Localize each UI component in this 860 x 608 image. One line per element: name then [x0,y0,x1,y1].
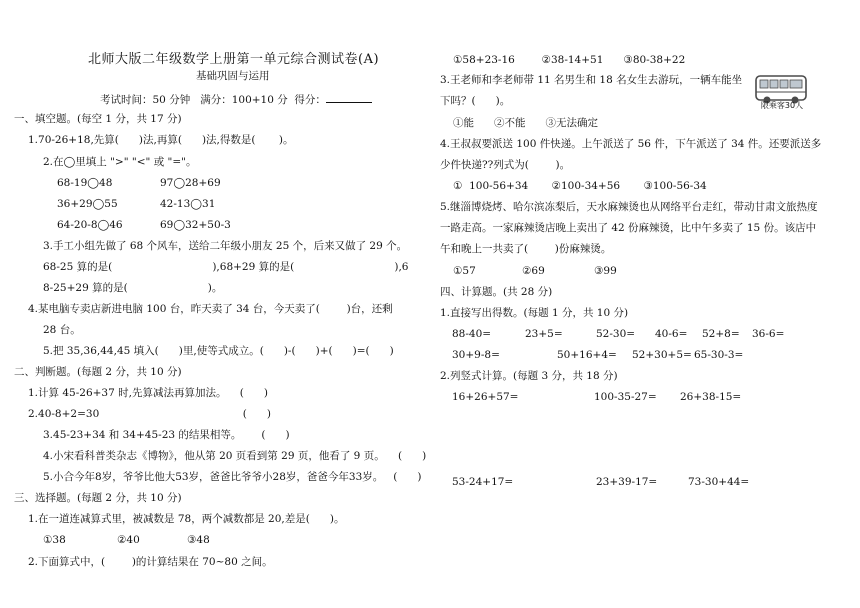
question-text: 2.列竖式计算。(每题 3 分，共 18 分) [440,370,618,382]
question-text: 一路走高。一家麻辣烫店晚上卖出了 42 份麻辣烫，比中午多卖了 15 份。该店中 [440,222,817,234]
vertical-calc-item: 26+38-15= [680,391,742,403]
choice-option: ①57 [453,265,476,277]
compare-item: 69◯32+50-3 [160,219,231,231]
question-text: 2.在◯里填上 ">" "<" 或 "="。 [43,156,197,168]
vertical-calc-item: 53-24+17= [452,476,514,488]
exam-info: 考试时间：50 分钟 满分：100+10 分 得分： [100,91,372,107]
question-text: 68-25 算的是( ),68+29 算的是( ),6 [43,261,409,273]
section-judge-heading: 二、判断题。(每题 2 分，共 10 分) [14,366,182,378]
question-text: 5.小合今年8岁，爷爷比他大53岁，爸爸比爷爷小28岁，爸爸今年33岁。 ( ) [43,471,422,483]
oral-calc-item: 36-6= [752,328,785,340]
question-text: 2.下面算式中，( )的计算结果在 70~80 之间。 [28,556,273,568]
compare-item: 42-13◯31 [160,198,216,210]
question-text: 28 台。 [43,324,81,336]
choice-option: ①38 [43,534,66,546]
question-text: 8-25+29 算的是( )。 [43,282,223,294]
oral-calc-item: 50+16+4= [557,349,617,361]
question-text: 4.某电脑专卖店新进电脑 100 台，昨天卖了 34 台，今天卖了( )台，还剩 [28,303,393,315]
choice-options-row: ①58+23-16 ②38-14+51 ③80-38+22 [453,54,686,66]
choice-options-row: ① 100-56+34 ②100-34+56 ③100-56-34 [453,180,707,192]
question-text: 下吗？( )。 [440,95,511,107]
section-calc-heading: 四、计算题。(共 28 分) [440,286,553,298]
choice-option: ③99 [594,265,617,277]
oral-calc-item: 52-30= [596,328,636,340]
choice-option: ②69 [522,265,545,277]
question-text: 3.45-23+34 和 34+45-23 的结果相等。 ( ) [43,429,290,441]
choice-option: ③48 [187,534,210,546]
question-text: 午和晚上一共卖了( )份麻辣烫。 [440,243,612,255]
bus-capacity-label: 限乘客30人 [760,101,804,110]
question-text: 2.40-8+2=30 ( ) [28,408,271,420]
score-blank[interactable] [326,91,372,103]
question-text: 4.小宋看科普类杂志《博物》，他从第 20 页看到第 29 页，他看了 9 页。 ( ) [43,450,427,462]
vertical-calc-item: 16+26+57= [452,391,519,403]
question-text: 1.计算 45-26+37 时,先算减法再算加法。 ( ) [28,387,269,399]
question-text: 1.直接写出得数。(每题 1 分，共 10 分) [440,307,629,319]
oral-calc-item: 52+8= [702,328,740,340]
section-fill-heading: 一、填空题。(每空 1 分，共 17 分) [14,113,182,125]
vertical-calc-item: 73-30+44= [688,476,750,488]
page-title: 北师大版二年级数学上册第一单元综合测试卷(A) [88,52,380,67]
question-text: 1.在一道连减算式里，被减数是 78，两个减数都是 20,差是( )。 [28,513,345,525]
question-text: 3.王老师和李老师带 11 名男生和 18 名女生去游玩，一辆车能坐 [440,74,743,86]
oral-calc-item: 30+9-8= [452,349,500,361]
page-subtitle: 基础巩固与运用 [196,70,270,82]
question-text: 1.70-26+18,先算( )法,再算( )法,得数是( )。 [28,134,294,146]
oral-calc-item: 23+5= [525,328,563,340]
section-choice-heading: 三、选择题。(每题 2 分，共 10 分) [14,492,182,504]
oral-calc-item: 88-40= [452,328,492,340]
oral-calc-item: 65-30-3= [694,349,744,361]
compare-item: 68-19◯48 [57,177,113,189]
compare-item: 64-20-8◯46 [57,219,123,231]
compare-item: 97◯28+69 [160,177,221,189]
choice-options-row: ①能 ②不能 ③无法确定 [453,117,599,129]
vertical-calc-item: 100-35-27= [594,391,657,403]
question-text: 5.继淄博烧烤、哈尔滨冻梨后，天水麻辣烫也从网络平台走红，带动甘肃文旅热度 [440,201,818,213]
oral-calc-item: 52+30+5= [632,349,692,361]
question-text: 5.把 35,36,44,45 填入( )里,使等式成立。( )-( )+( )=( ) [43,345,394,357]
question-text: 3.手工小组先做了 68 个风车，送给二年级小朋友 25 个，后来又做了 29 个。 [43,240,408,252]
oral-calc-item: 40-6= [655,328,688,340]
question-text: 4.王叔叔要派送 100 件快递。上午派送了 56 件，下午派送了 34 件。还要派送多 [440,138,822,150]
choice-option: ②40 [117,534,140,546]
compare-item: 36+29◯55 [57,198,118,210]
question-text: 少件快递??列式为( )。 [440,159,571,171]
vertical-calc-item: 23+39-17= [596,476,658,488]
